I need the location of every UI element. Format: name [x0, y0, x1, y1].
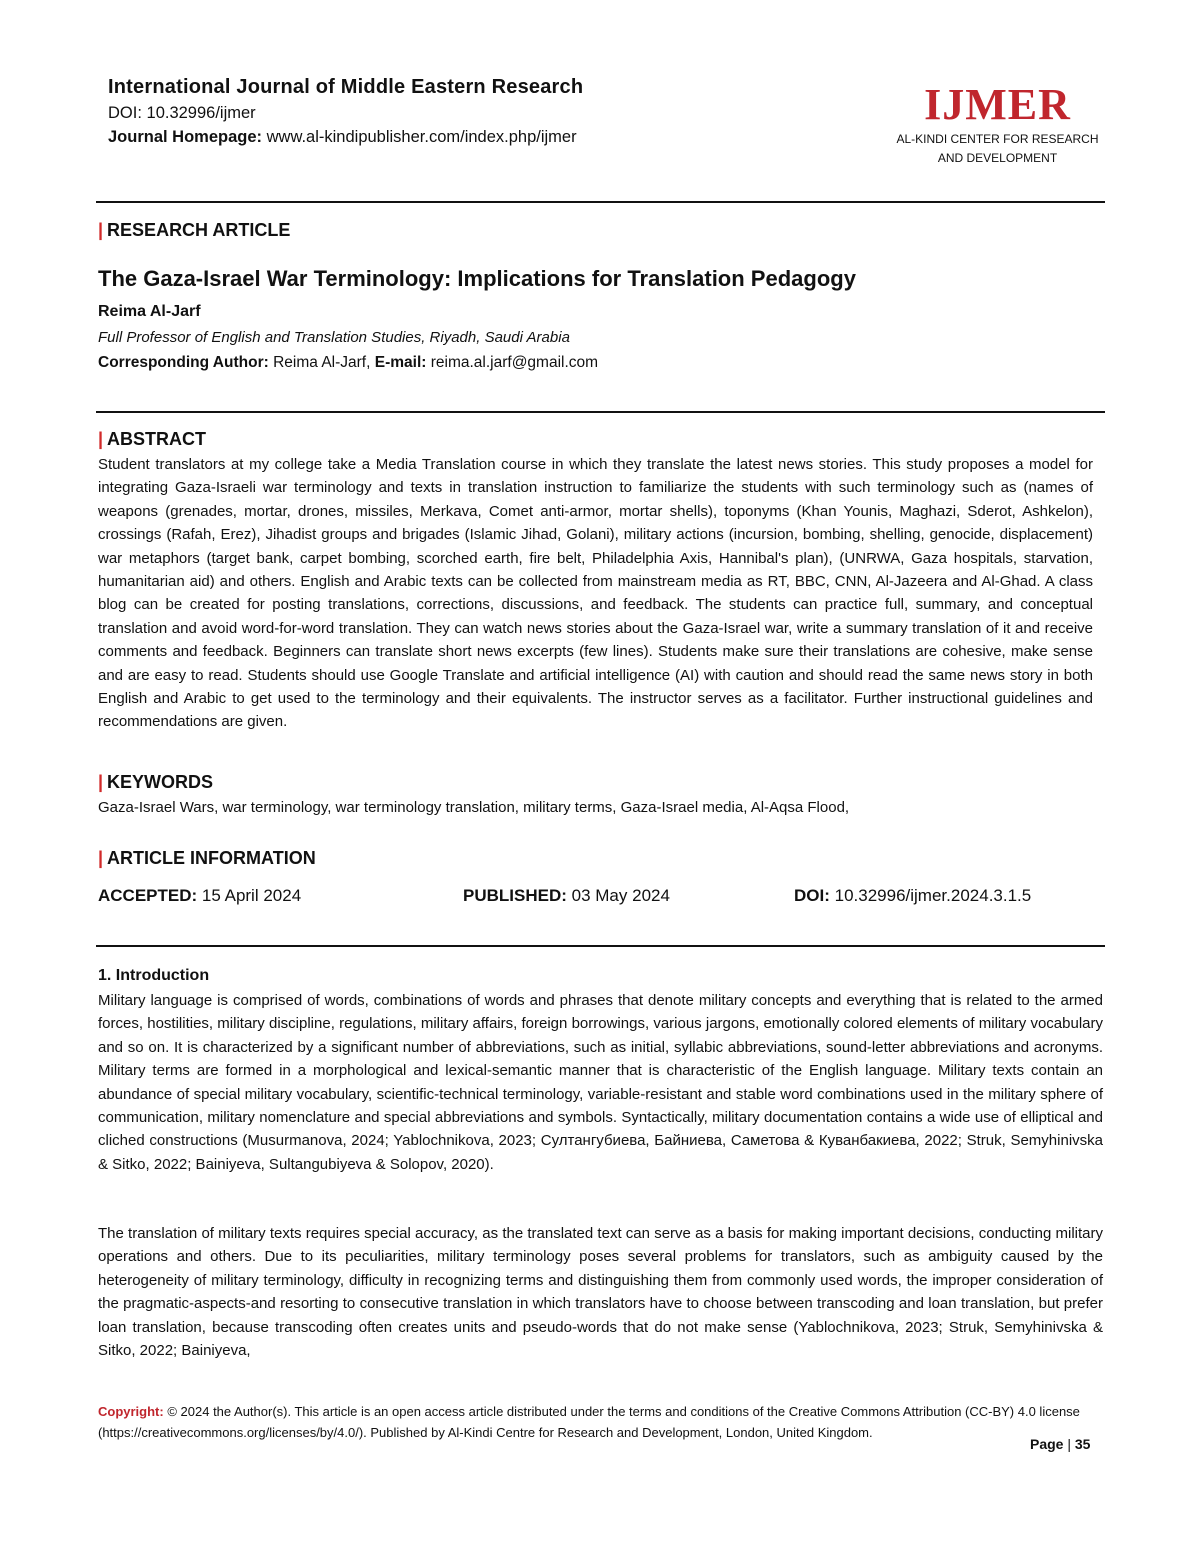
introduction-paragraph-2: The translation of military texts requires special accuracy, as the translated text can serve as a basis for making important decisions, conducting military operations and others. Due to its peculiarities, military terminology poses several problems for translators, such as ambiguity caused by the heterogeneity of military terminology, difficulty in recognizing terms and distinguishing them from commonly used words, the improper consideration of the pragmatic-aspects-and resorting to consecutive translation in which translators have to choose between transcoding and loan translation, but prefer loan translation, because transcoding often creates units and pseudo-words that do not make sense (Yablochnikova, 2023; Struk, Semyhinivska & Sitko, 2022; Bainiyeva,: [98, 1225, 1103, 1360]
journal-doi-value: 10.32996/ijmer: [146, 104, 256, 122]
article-doi: [794, 884, 1031, 908]
page-separator: |: [1067, 1436, 1071, 1452]
journal-homepage-link[interactable]: www.al-kindipublisher.com/index.php/ijmer: [266, 128, 577, 146]
abstract-heading: [98, 427, 206, 451]
keywords-heading: [98, 770, 213, 794]
abstract-divider: [96, 411, 1105, 413]
journal-doi-label: DOI:: [108, 104, 142, 122]
accepted-value: 15 April 2024: [201, 886, 302, 905]
copyright-text: © 2024 the Author(s). This article is an open access article distributed under the terms and conditions of the Creative Commons Attribution (CC-BY) 4.0 license (https://creativecommons.org/licenses/by/4.0/). Published by Al-Kindi Centre for Research and Development, London, United Kingdom.: [98, 1404, 1080, 1440]
abstract-heading-label: ABSTRACT: [107, 429, 207, 449]
publisher-brand: [880, 80, 1115, 168]
copyright-label: Copyright:: [98, 1404, 164, 1419]
introduction-paragraph-1: Military language is comprised of words, combinations of words and phrases that denote military concepts and everything that is related to the armed forces, hostilities, military discipline, regulations, military affairs, foreign borrowings, various jargons, emotionally colored elements of military vocabulary and so on. It is characterized by a significant number of abbreviations, such as initial, syllabic abbreviations, sound-letter abbreviations and acronyms. Military terms are formed in a morphological and lexical-semantic manner that is characteristic of the English language. Military texts contain an abundance of special military vocabulary, scientific-technical terminology, variable-resistant and stable word combinations used in the military sphere of communication, military nomenclature and special abbreviations and symbols. Syntactically, military documentation contains a wide use of elliptical and cliched constructions (Musurmanova, 2024; Yablochnikova, 2023; Султангубиева, Байниева, Саметова & Куванбакиева, 2022; Struk, Semyhinivska & Sitko, 2022; Bainiyeva, Sultangubiyeva & Solopov, 2020).: [98, 992, 1103, 1173]
accepted-date: [98, 884, 301, 908]
accepted-label: ACCEPTED:: [98, 886, 198, 905]
author-affiliation: Full Professor of English and Translation Studies, Riyadh, Saudi Arabia: [98, 329, 570, 346]
introduction-heading: 1. Introduction: [98, 967, 210, 984]
section-bar-icon: |: [98, 220, 104, 240]
journal-name: International Journal of Middle Eastern Research: [108, 76, 584, 98]
journal-doi: [108, 101, 808, 125]
article-title: The Gaza-Israel War Terminology: Implications for Translation Pedagogy: [98, 266, 856, 291]
journal-header: [108, 74, 808, 149]
ijmer-logo: IJMER: [924, 80, 1071, 129]
email-label: E-mail:: [374, 354, 427, 371]
article-info-heading-label: ARTICLE INFORMATION: [107, 848, 316, 868]
journal-homepage: [108, 125, 808, 149]
journal-homepage-label: Journal Homepage:: [108, 128, 263, 146]
article-doi-value[interactable]: 10.32996/ijmer.2024.3.1.5: [834, 886, 1032, 905]
published-label: PUBLISHED:: [463, 886, 567, 905]
page-number-value: 35: [1074, 1436, 1091, 1452]
published-value: 03 May 2024: [571, 886, 670, 905]
section-bar-icon: |: [98, 429, 104, 449]
keywords-text: Gaza-Israel Wars, war terminology, war terminology translation, military terms, Gaza-Israel media, Al-Aqsa Flood,: [98, 799, 850, 816]
page-label: Page: [1030, 1436, 1064, 1452]
section-bar-icon: |: [98, 848, 104, 868]
copyright-notice: [98, 1401, 1098, 1443]
section-bar-icon: |: [98, 772, 104, 792]
header-divider: [96, 201, 1105, 203]
corresponding-author: [98, 351, 598, 375]
keywords-heading-label: KEYWORDS: [107, 772, 214, 792]
article-doi-label: DOI:: [794, 886, 830, 905]
corresponding-label: Corresponding Author:: [98, 354, 269, 371]
author-name: Reima Al-Jarf: [98, 303, 201, 320]
abstract-text: Student translators at my college take a Media Translation course in which they translate the latest news stories. This study proposes a model for integrating Gaza-Israeli war terminology and texts in translation instruction to familiarize the students with such terminology such as (names of weapons (grenades, mortar, drones, missiles, Merkava, Comet anti-armor, mortar shells), toponyms (Khan Younis, Maghazi, Sderot, Ashkelon), crossings (Rafah, Erez), Jihadist groups and brigades (Islamic Jihad, Golani), military actions (incursion, bombing, shelling, genocide, displacement) war metaphors (target bank, carpet bombing, scorched earth, fire belt, Philadelphia Axis, Hannibal's plan), (UNRWA, Gaza hospitals, starvation, humanitarian aid) and others. English and Arabic texts can be collected from mainstream media as RT, BBC, CNN, Al-Jazeera and Al-Ghad. A class blog can be created for posting translations, corrections, discussions, and feedback. The students can practice full, summary, and conceptual translation and avoid word-for-word translation. They can watch news stories about the Gaza-Israel war, write a summary translation of it and receive comments and feedback. Beginners can translate short news excerpts (few lines). Students make sure their translations are cohesive, make sense and are easy to read. Students should use Google Translate and artificial intelligence (AI) with caution and should read the same news story in both English and Arabic to get used to the terminology and their equivalents. The instructor serves as a facilitator. Further instructional guidelines and recommendations are given.: [98, 456, 1093, 731]
email-link[interactable]: reima.al.jarf@gmail.com: [430, 354, 599, 371]
published-date: [463, 884, 670, 908]
article-type-heading: [98, 218, 290, 242]
article-type-label: RESEARCH ARTICLE: [107, 220, 291, 240]
body-divider: [96, 945, 1105, 947]
article-info-heading: [98, 846, 316, 870]
page-number: [1030, 1434, 1090, 1454]
corresponding-name: Reima Al-Jarf,: [273, 354, 371, 371]
brand-subtitle-line1: AL-KINDI CENTER FOR RESEARCH: [896, 132, 1099, 146]
brand-subtitle-line2: AND DEVELOPMENT: [937, 151, 1058, 165]
